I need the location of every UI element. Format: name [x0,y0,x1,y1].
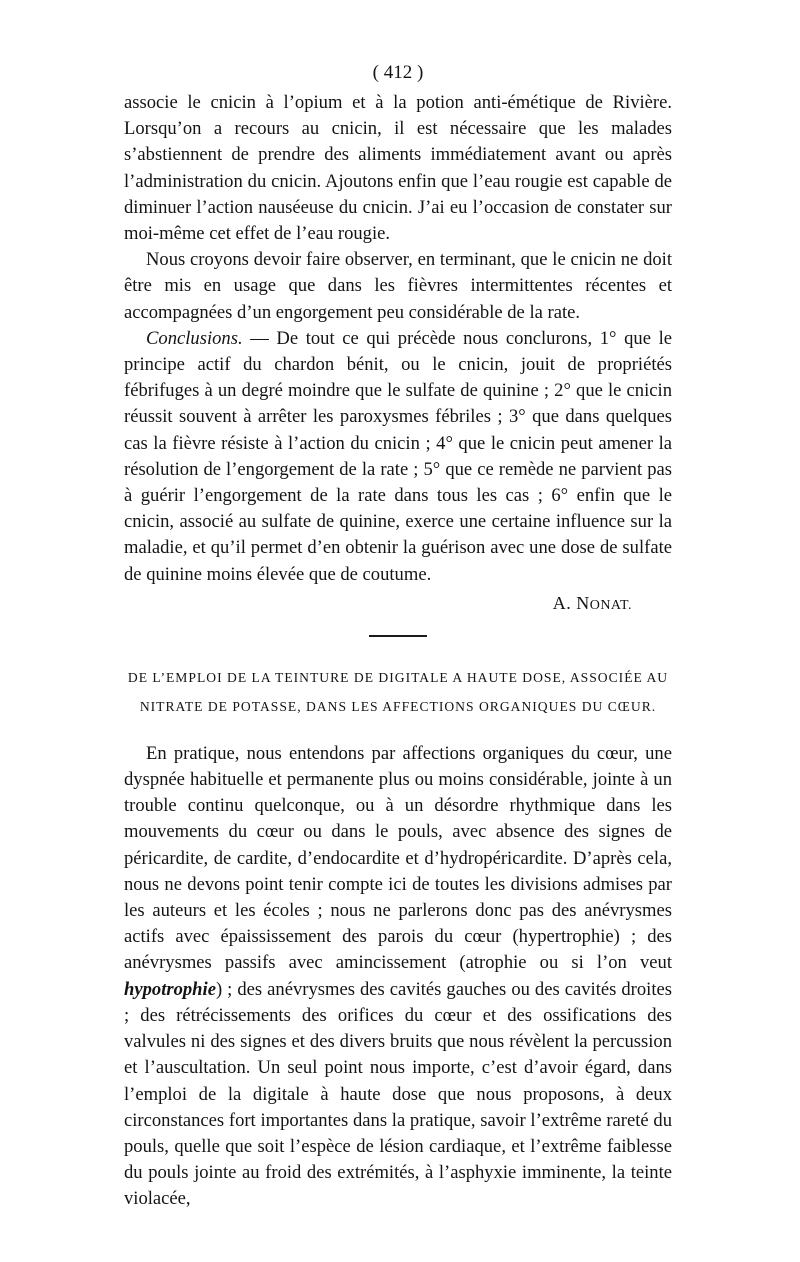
signature-name-initial: N [576,592,590,613]
paragraph-conclusions [124,326,672,588]
digitalis-emphasis: hypotrophie [124,978,216,1000]
section-title [124,663,672,721]
signature-initial: A. [552,592,572,613]
section-title-line-2: NITRATE DE POTASSE, DANS LES AFFECTIONS ORGANIQUES DU CŒUR. [139,698,657,714]
paragraph-digitalis [124,741,672,1213]
digitalis-text-part-1: En pratique, nous entendons par affections organiques du cœur, une dyspnée habituelle et permanente plus ou moins considérable, jointe à un trouble continu quelconque, ou à un désordre rhythmique dans les mouvements du cœur ou dans le pouls, avec absence des signes de péricardite, de cardite, d’endocardite et d’hydropéricardite. D’après cela, nous ne devons point tenir compte ici de toutes les divisions admises par les auteurs et les écoles ; nous ne parlerons donc pas des anévrysmes actifs avec épaississement des parois du cœur (hypertrophie) ; des anévrysmes passifs avec amincissement (atrophie ou si l’on veut [124,742,672,974]
paragraph-cnicin-administration: associe le cnicin à l’opium et à la potion anti-émétique de Rivière. Lorsqu’on a recours au cnicin, il est nécessaire que les malades s’abstiennent de prendre des aliments immédiatement avant ou après l’administration du cnicin. Ajoutons enfin que l’eau rougie est capable de diminuer l’action nauséeuse du cnicin. J’ai eu l’occasion de constater sur moi-même cet effet de l’eau rougie. [124,92,672,245]
signature-name-rest: ONAT. [589,597,632,613]
author-signature [124,590,672,619]
conclusions-heading: Conclusions. [146,327,243,349]
conclusions-text: — De tout ce qui précède nous conclurons, 1° que le principe actif du chardon bénit, ou le cnicin, jouit de propriétés fébrifuges à un degré moindre que le sulfate de quinine ; 2° que le cnicin réussit souvent à arrêter les paroxysmes fébriles ; 3° que dans quelques cas la fièvre résiste à l’action du cnicin ; 4° que le cnicin peut amener la résolution de l’engorgement de la rate ; 5° que ce remède ne parvient pas à guérir l’engorgement de la rate dans tous les cas ; 6° enfin que le cnicin, associé au sulfate de quinine, exerce une certaine influence sur la maladie, et qu’il permet d’en obtenir la guérison avec une dose de sulfate de quinine moins élevée que de coutume. [124,327,672,585]
paragraph-cnicin-usage: Nous croyons devoir faire observer, en terminant, que le cnicin ne doit être mis en usage que dans les fièvres intermittentes récentes et accompagnées d’un engorgement peu considérable de la rate. [124,249,672,323]
section-title-line-1: DE L’EMPLOI DE LA TEINTURE DE DIGITALE A HAUTE DOSE, ASSOCIÉE AU [127,669,669,685]
book-page [124,58,672,1213]
digitalis-text-part-2: ) ; des anévrysmes des cavités gauches ou des cavités droites ; des rétrécissements des orifices du cœur et des ossifications des valvules ni des signes et des divers bruits que nous révèlent la percussion et l’auscultation. Un seul point nous importe, c’est d’avoir égard, dans l’emploi de la digitale à haute dose que nous proposons, à deux circonstances fort importantes dans la pratique, savoir l’extrême rareté du pouls, quelle que soit l’espèce de lésion cardiaque, et l’extrême faiblesse du pouls jointe au froid des extrémités, à l’asphyxie imminente, la teinte violacée, [124,978,672,1210]
page-number: ( 412 ) [372,62,424,83]
section-divider [369,635,427,637]
